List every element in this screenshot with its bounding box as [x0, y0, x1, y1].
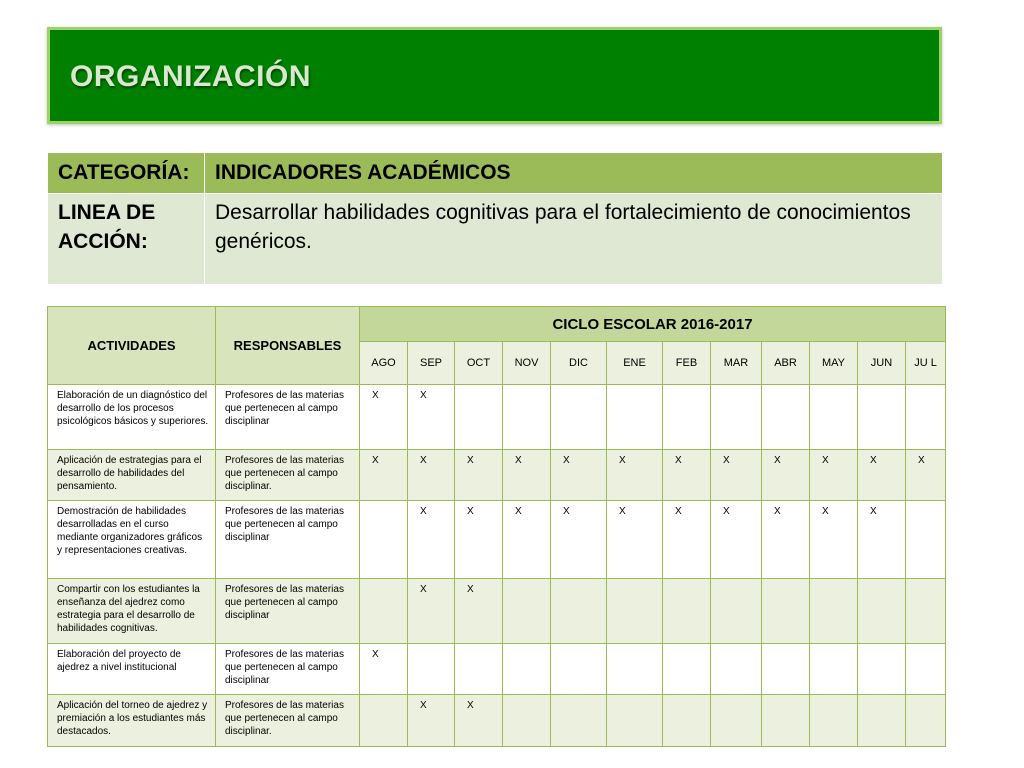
month-mark-cell: X [663, 501, 711, 579]
month-mark-cell [503, 695, 551, 747]
month-mark-cell [762, 644, 810, 695]
month-mark-cell: X [455, 695, 503, 747]
month-mark-cell: X [455, 579, 503, 644]
activity-cell: Elaboración de un diagnóstico del desarrollo de los procesos psicológicos básicos y superiores. [48, 385, 216, 450]
month-mark-cell: X [858, 501, 906, 579]
month-mark-cell [906, 579, 946, 644]
month-mark-cell: X [408, 385, 455, 450]
month-mark-cell [663, 385, 711, 450]
month-mark-cell [906, 385, 946, 450]
activities-table [47, 306, 946, 747]
month-mark-cell [551, 644, 607, 695]
month-mark-cell [455, 385, 503, 450]
month-mark-cell: X [810, 501, 858, 579]
month-mark-cell [906, 501, 946, 579]
month-mark-cell [455, 644, 503, 695]
month-mark-cell [810, 644, 858, 695]
month-mark-cell [858, 579, 906, 644]
table-row [48, 385, 946, 450]
month-mark-cell [762, 579, 810, 644]
month-mark-cell [711, 644, 762, 695]
table-row [48, 695, 946, 747]
page-title: ORGANIZACIÓN [70, 60, 311, 93]
month-header: AGO [360, 342, 408, 385]
line-of-action-value: Desarrollar habilidades cognitivas para el fortalecimiento de conocimientos genéricos. [205, 194, 943, 285]
month-mark-cell: X [810, 450, 858, 501]
month-mark-cell [858, 644, 906, 695]
month-mark-cell: X [408, 501, 455, 579]
month-mark-cell [607, 644, 663, 695]
month-mark-cell [503, 644, 551, 695]
month-header: JUN [858, 342, 906, 385]
month-mark-cell [762, 385, 810, 450]
month-mark-cell: X [408, 450, 455, 501]
month-mark-cell [503, 385, 551, 450]
month-mark-cell [551, 385, 607, 450]
month-mark-cell [360, 695, 408, 747]
month-mark-cell: X [360, 450, 408, 501]
month-header: ENE [607, 342, 663, 385]
month-mark-cell: X [408, 579, 455, 644]
activity-cell: Elaboración del proyecto de ajedrez a nivel institucional [48, 644, 216, 695]
month-mark-cell [551, 579, 607, 644]
line-of-action-label: LINEA DE ACCIÓN: [48, 194, 205, 285]
month-mark-cell: X [762, 450, 810, 501]
month-mark-cell [360, 579, 408, 644]
month-mark-cell [663, 695, 711, 747]
month-mark-cell: X [906, 450, 946, 501]
month-header: SEP [408, 342, 455, 385]
month-header: OCT [455, 342, 503, 385]
category-value: INDICADORES ACADÉMICOS [205, 153, 943, 194]
month-mark-cell: X [360, 644, 408, 695]
month-mark-cell: X [455, 450, 503, 501]
activities-header: ACTIVIDADES [48, 307, 216, 385]
month-header: MAR [711, 342, 762, 385]
activity-cell: Aplicación de estrategias para el desarrollo de habilidades del pensamiento. [48, 450, 216, 501]
month-mark-cell: X [607, 501, 663, 579]
month-mark-cell: X [360, 385, 408, 450]
category-table [47, 152, 943, 285]
category-label: CATEGORÍA: [48, 153, 205, 194]
activity-cell: Demostración de habilidades desarrolladas en el curso mediante organizadores gráficos y representaciones creativas. [48, 501, 216, 579]
month-mark-cell: X [551, 501, 607, 579]
title-banner [47, 27, 942, 124]
month-mark-cell [711, 695, 762, 747]
responsible-cell: Profesores de las materias que pertenecen al campo disciplinar [216, 644, 360, 695]
month-mark-cell [858, 695, 906, 747]
school-cycle-header: CICLO ESCOLAR 2016-2017 [360, 307, 946, 342]
month-mark-cell [906, 644, 946, 695]
month-mark-cell [503, 579, 551, 644]
month-mark-cell: X [551, 450, 607, 501]
month-header: FEB [663, 342, 711, 385]
category-row [48, 153, 943, 194]
month-mark-cell [408, 644, 455, 695]
month-mark-cell: X [711, 501, 762, 579]
responsible-cell: Profesores de las materias que pertenecen al campo disciplinar [216, 385, 360, 450]
month-mark-cell [810, 385, 858, 450]
month-mark-cell: X [455, 501, 503, 579]
month-mark-cell [360, 501, 408, 579]
month-mark-cell: X [503, 501, 551, 579]
month-mark-cell [663, 644, 711, 695]
month-header: MAY [810, 342, 858, 385]
month-mark-cell: X [503, 450, 551, 501]
month-header: DIC [551, 342, 607, 385]
month-mark-cell: X [858, 450, 906, 501]
month-mark-cell: X [607, 450, 663, 501]
responsible-cell: Profesores de las materias que pertenecen al campo disciplinar. [216, 450, 360, 501]
month-mark-cell [663, 579, 711, 644]
table-row [48, 501, 946, 579]
month-header: ABR [762, 342, 810, 385]
table-row [48, 644, 946, 695]
table-row [48, 579, 946, 644]
activities-body [48, 385, 946, 747]
month-mark-cell [551, 695, 607, 747]
responsible-cell: Profesores de las materias que pertenecen al campo disciplinar. [216, 695, 360, 747]
month-mark-cell: X [762, 501, 810, 579]
month-mark-cell [607, 385, 663, 450]
line-of-action-row [48, 194, 943, 285]
month-mark-cell [607, 695, 663, 747]
activity-cell: Compartir con los estudiantes la enseñanza del ajedrez como estrategia para el desarrollo de habilidades cognitivas. [48, 579, 216, 644]
month-header: JU L [906, 342, 946, 385]
responsible-cell: Profesores de las materias que pertenecen al campo disciplinar [216, 501, 360, 579]
month-mark-cell: X [711, 450, 762, 501]
month-mark-cell [711, 579, 762, 644]
month-mark-cell [810, 579, 858, 644]
month-mark-cell [858, 385, 906, 450]
month-mark-cell [810, 695, 858, 747]
activity-cell: Aplicación del torneo de ajedrez y premiación a los estudiantes más destacados. [48, 695, 216, 747]
month-mark-cell: X [663, 450, 711, 501]
month-header: NOV [503, 342, 551, 385]
responsibles-header: RESPONSABLES [216, 307, 360, 385]
month-mark-cell: X [408, 695, 455, 747]
month-mark-cell [607, 579, 663, 644]
month-mark-cell [762, 695, 810, 747]
month-mark-cell [711, 385, 762, 450]
table-row [48, 450, 946, 501]
responsible-cell: Profesores de las materias que pertenecen al campo disciplinar [216, 579, 360, 644]
month-mark-cell [906, 695, 946, 747]
